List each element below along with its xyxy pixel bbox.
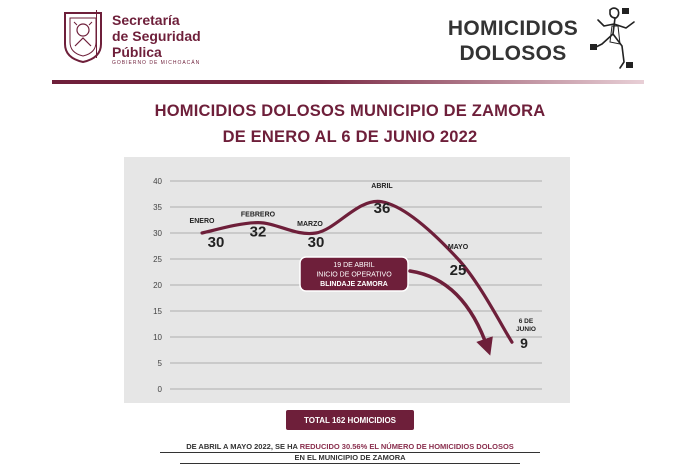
data-label: 36 [373, 199, 391, 217]
annotation-text: BLINDAJE ZAMORA [320, 281, 388, 288]
section-title [438, 16, 588, 66]
y-tick-label: 30 [153, 229, 162, 238]
y-tick-label: 10 [153, 333, 162, 342]
category-label: MARZO [297, 221, 323, 228]
org-subtitle: GOBIERNO DE MICHOACÁN [112, 60, 201, 66]
category-label: JUNIO [516, 326, 536, 334]
annotation-text: INICIO DE OPERATIVO [316, 271, 392, 279]
chart-title [0, 98, 700, 150]
data-label: 30 [207, 234, 225, 251]
section-title-line2: DOLOSOS [459, 42, 567, 65]
y-tick-label: 15 [153, 307, 162, 316]
data-label: 25 [449, 262, 467, 279]
annotation-text: 19 DE ABRIL [333, 262, 375, 269]
org-name [112, 12, 201, 60]
org-name-line1: Secretaría [112, 12, 180, 28]
y-tick-label: 0 [157, 385, 162, 394]
footnote-highlight: REDUCIDO 30.56% EL NÚMERO DE HOMICIDIOS DOLOSOS [299, 442, 514, 451]
footnote-line1 [0, 441, 700, 452]
y-tick-label: 20 [153, 281, 162, 290]
footnote-text: DE ABRIL A MAYO 2022, SE HA [186, 442, 300, 451]
category-label: ENERO [189, 218, 215, 225]
y-tick-label: 25 [153, 255, 162, 264]
total-homicides-badge: TOTAL 162 HOMICIDIOS [286, 410, 414, 430]
data-label: 30 [307, 234, 325, 251]
category-label: 6 DE [518, 318, 534, 326]
footnote-line2: EN EL MUNICIPIO DE ZAMORA [294, 453, 406, 462]
homicides-line-chart [124, 157, 570, 403]
chart-title-line2: DE ENERO AL 6 DE JUNIO 2022 [222, 128, 478, 146]
chart-title-line1: HOMICIDIOS DOLOSOS MUNICIPIO DE ZAMORA [154, 102, 546, 120]
header-divider [52, 80, 644, 84]
org-name-line2: de Seguridad [112, 28, 201, 44]
category-label: MAYO [447, 244, 469, 251]
category-label: ABRIL [371, 182, 393, 190]
logo-divider [96, 10, 100, 58]
header [0, 0, 700, 82]
data-label: 32 [249, 223, 267, 241]
section-title-line1: HOMICIDIOS [447, 17, 579, 40]
y-tick-label: 5 [157, 359, 162, 368]
footnote-rule [160, 452, 540, 453]
crime-scene-body-outline-icon [584, 4, 646, 72]
footnote-rule-2 [180, 463, 520, 464]
category-label: FEBRERO [240, 211, 276, 219]
data-label: 9 [520, 335, 528, 352]
org-name-line3: Pública [112, 44, 162, 60]
y-tick-label: 35 [153, 203, 162, 212]
y-tick-label: 40 [153, 177, 162, 186]
